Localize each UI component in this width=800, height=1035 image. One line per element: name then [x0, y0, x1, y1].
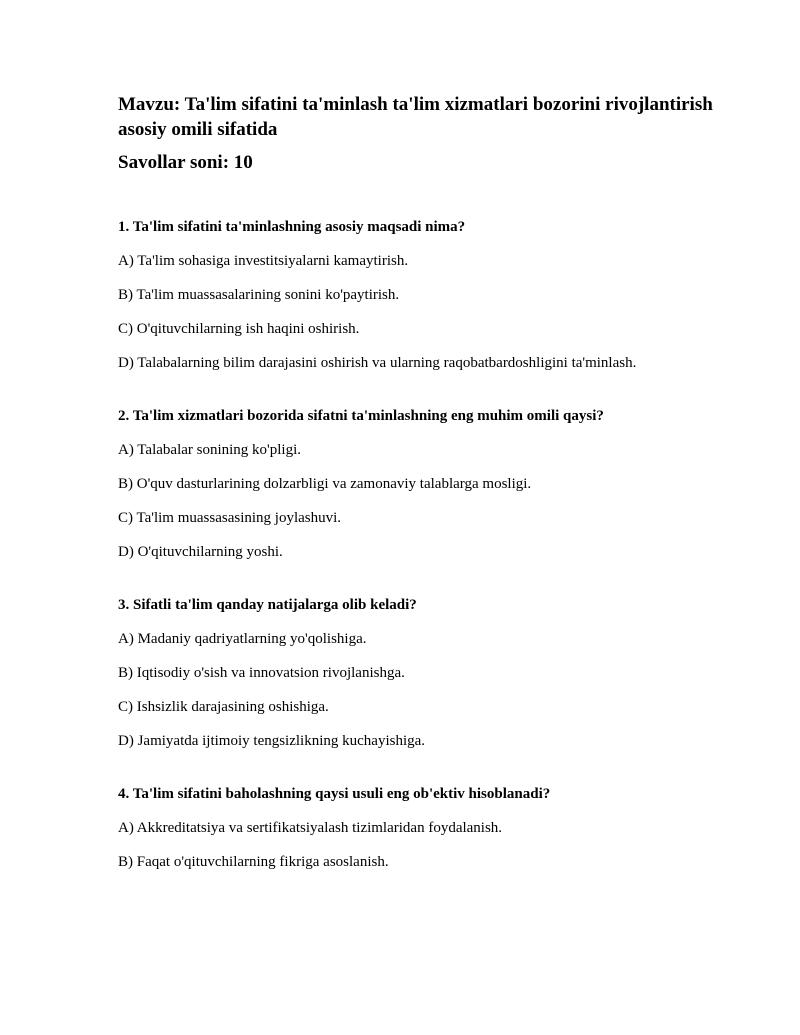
document-page [118, 92, 738, 905]
document-title: Mavzu: Ta'lim sifatini ta'minlash ta'lim xizmatlari bozorini rivojlantirish asosiy omili sifatida [118, 94, 713, 140]
question-list [118, 217, 738, 872]
answer-option: D) O'qituvchilarning yoshi. [118, 544, 283, 560]
answer-option: A) Ta'lim sohasiga investitsiyalarni kamaytirish. [118, 253, 409, 269]
question-block [118, 217, 738, 373]
answer-option: B) Iqtisodiy o'sish va innovatsion rivojlanishga. [118, 665, 405, 681]
answer-option: C) O'qituvchilarning ish haqini oshirish. [118, 321, 360, 337]
answer-option: B) Faqat o'qituvchilarning fikriga asoslanish. [118, 854, 389, 870]
answer-option: D) Jamiyatda ijtimoiy tengsizlikning kuchayishiga. [118, 733, 426, 749]
question-block [118, 595, 738, 751]
question-count: Savollar soni: 10 [118, 152, 253, 173]
answer-option: D) Talabalarning bilim darajasini oshirish va ularning raqobatbardoshligini ta'minlash. [118, 355, 637, 371]
answer-option: B) Ta'lim muassasalarining sonini ko'paytirish. [118, 287, 400, 303]
question-block [118, 406, 738, 562]
question-block [118, 784, 738, 872]
answer-option: A) Talabalar sonining ko'pligi. [118, 442, 302, 458]
answer-option: A) Akkreditatsiya va sertifikatsiyalash tizimlaridan foydalanish. [118, 820, 503, 836]
question-text: 1. Ta'lim sifatini ta'minlashning asosiy maqsadi nima? [118, 219, 466, 235]
answer-option: C) Ishsizlik darajasining oshishiga. [118, 699, 329, 715]
answer-option: A) Madaniy qadriyatlarning yo'qolishiga. [118, 631, 367, 647]
answer-option: B) O'quv dasturlarining dolzarbligi va zamonaviy talablarga mosligi. [118, 476, 532, 492]
answer-option: C) Ta'lim muassasasining joylashuvi. [118, 510, 342, 526]
question-text: 4. Ta'lim sifatini baholashning qaysi usuli eng ob'ektiv hisoblanadi? [118, 786, 551, 802]
question-text: 3. Sifatli ta'lim qanday natijalarga olib keladi? [118, 597, 417, 613]
question-text: 2. Ta'lim xizmatlari bozorida sifatni ta'minlashning eng muhim omili qaysi? [118, 408, 604, 424]
